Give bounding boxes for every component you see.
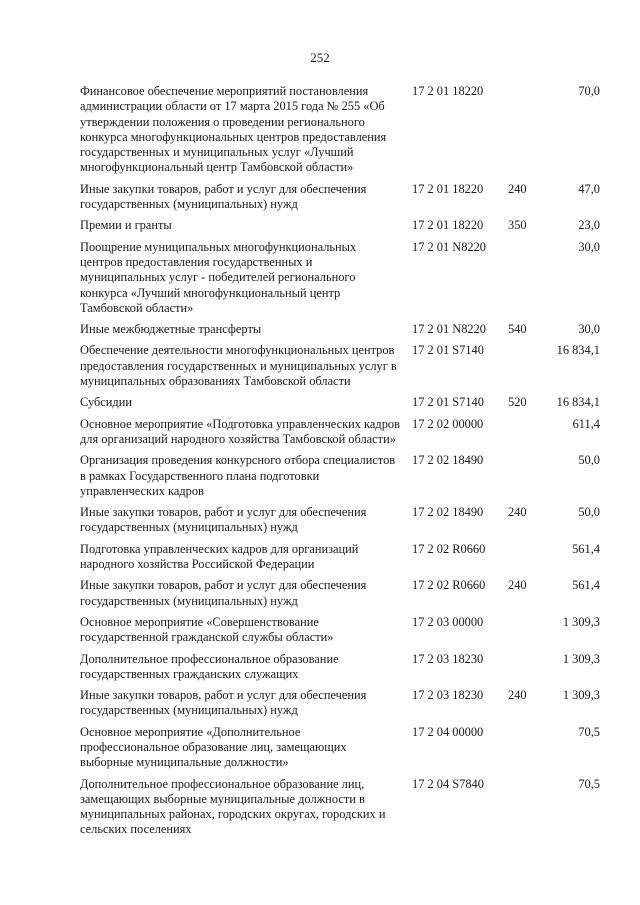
row-name: Иные закупки товаров, работ и услуг для обеспечения государственных (муниципальных) нужд (80, 505, 367, 535)
row-name: Основное мероприятие «Дополнительное профессиональное образование лиц, замещающих выборные муниципальные должности» (80, 724, 347, 770)
row-target-code: 17 2 02 18490 (412, 505, 484, 520)
row-expense-type: 240 (508, 181, 527, 196)
row-amount: 1 309,3 (562, 651, 600, 666)
row-name: Финансовое обеспечение мероприятий постановления администрации области от 17 марта 2015 года № 255 «Об утверждении положения о проведении регионального конкурса многофункциональных центров предоставления государственных и муниципальных услуг «Лучший многофункциональный центр Тамбовской области» (80, 84, 387, 175)
row-target-code: 17 2 01 N8220 (412, 322, 486, 337)
table-row (80, 182, 600, 213)
row-target-code: 17 2 01 N8220 (412, 239, 486, 254)
row-target-code: 17 2 01 18220 (412, 218, 484, 233)
table-row (80, 615, 600, 646)
row-expense-type: 540 (508, 322, 527, 337)
row-amount: 611,4 (572, 416, 600, 431)
row-target-code: 17 2 01 S7140 (412, 395, 484, 410)
table-row (80, 84, 600, 176)
table-row (80, 218, 600, 233)
table-row (80, 417, 600, 448)
row-amount: 16 834,1 (556, 343, 600, 358)
row-name: Основное мероприятие «Подготовка управленческих кадров для организаций народного хозяйства Тамбовской области» (80, 416, 400, 446)
table-row (80, 542, 600, 573)
row-target-code: 17 2 03 00000 (412, 614, 484, 629)
row-name: Подготовка управленческих кадров для организаций народного хозяйства Российской Федерации (80, 541, 359, 572)
row-amount: 70,0 (578, 84, 600, 98)
row-amount: 561,4 (572, 578, 600, 593)
row-target-code: 17 2 02 R0660 (412, 541, 486, 556)
table-row (80, 453, 600, 499)
row-amount: 30,0 (578, 239, 600, 254)
row-target-code: 17 2 02 00000 (412, 416, 484, 431)
row-expense-type: 240 (508, 505, 527, 520)
row-amount: 1 309,3 (562, 614, 600, 629)
row-name: Субсидии (80, 395, 132, 410)
table-row (80, 652, 600, 683)
row-name: Дополнительное профессиональное образование лиц, замещающих выборные муниципальные должности в муниципальных районах, городских округах, городских и сельских поселениях (80, 776, 386, 837)
table-row (80, 322, 600, 337)
row-expense-type: 240 (508, 688, 527, 703)
row-target-code: 17 2 01 S7140 (412, 343, 484, 358)
row-target-code: 17 2 04 00000 (412, 724, 484, 739)
row-name: Обеспечение деятельности многофункциональных центров предоставления государственных и муниципальных услуг в муниципальных образованиях Тамбовской области (80, 343, 397, 389)
row-amount: 16 834,1 (556, 395, 600, 410)
row-name: Иные закупки товаров, работ и услуг для обеспечения государственных (муниципальных) нужд (80, 688, 367, 718)
table-row (80, 688, 600, 719)
row-name: Основное мероприятие «Совершенствование государственной гражданской службы области» (80, 614, 334, 645)
row-name: Иные межбюджетные трансферты (80, 322, 262, 337)
page-number: 252 (310, 50, 330, 65)
budget-table (80, 84, 600, 844)
row-name: Премии и гранты (80, 218, 172, 233)
row-amount: 50,0 (578, 505, 600, 520)
row-expense-type: 240 (508, 578, 527, 593)
row-name: Организация проведения конкурсного отбора специалистов в рамках Государственного плана подготовки управленческих кадров (80, 453, 396, 498)
row-amount: 70,5 (578, 724, 600, 739)
table-row (80, 725, 600, 771)
row-expense-type: 520 (508, 395, 527, 410)
row-amount: 50,0 (578, 453, 600, 468)
row-amount: 23,0 (578, 218, 600, 233)
row-target-code: 17 2 01 18220 (412, 181, 484, 196)
row-target-code: 17 2 03 18230 (412, 651, 484, 666)
row-target-code: 17 2 03 18230 (412, 688, 484, 703)
row-name: Поощрение муниципальных многофункциональных центров предоставления государственных и муниципальных услуг - победителей регионального конкурса «Лучший многофункциональный центр Тамбовской области» (80, 239, 357, 315)
table-row (80, 240, 600, 316)
table-row (80, 505, 600, 536)
table-row (80, 578, 600, 609)
row-name: Иные закупки товаров, работ и услуг для обеспечения государственных (муниципальных) нужд (80, 181, 367, 212)
row-amount: 1 309,3 (562, 688, 600, 703)
table-row (80, 395, 600, 410)
row-amount: 47,0 (578, 181, 600, 196)
row-name: Дополнительное профессиональное образование государственных гражданских служащих (80, 651, 339, 681)
row-target-code: 17 2 04 S7840 (412, 776, 484, 791)
row-amount: 30,0 (578, 322, 600, 337)
row-expense-type: 350 (508, 218, 527, 233)
row-target-code: 17 2 02 R0660 (412, 578, 486, 593)
table-row (80, 777, 600, 838)
row-target-code: 17 2 01 18220 (412, 84, 484, 98)
row-amount: 561,4 (572, 541, 600, 556)
row-target-code: 17 2 02 18490 (412, 453, 484, 468)
table-row (80, 343, 600, 389)
row-amount: 70,5 (578, 776, 600, 791)
row-name: Иные закупки товаров, работ и услуг для обеспечения государственных (муниципальных) нужд (80, 578, 367, 608)
